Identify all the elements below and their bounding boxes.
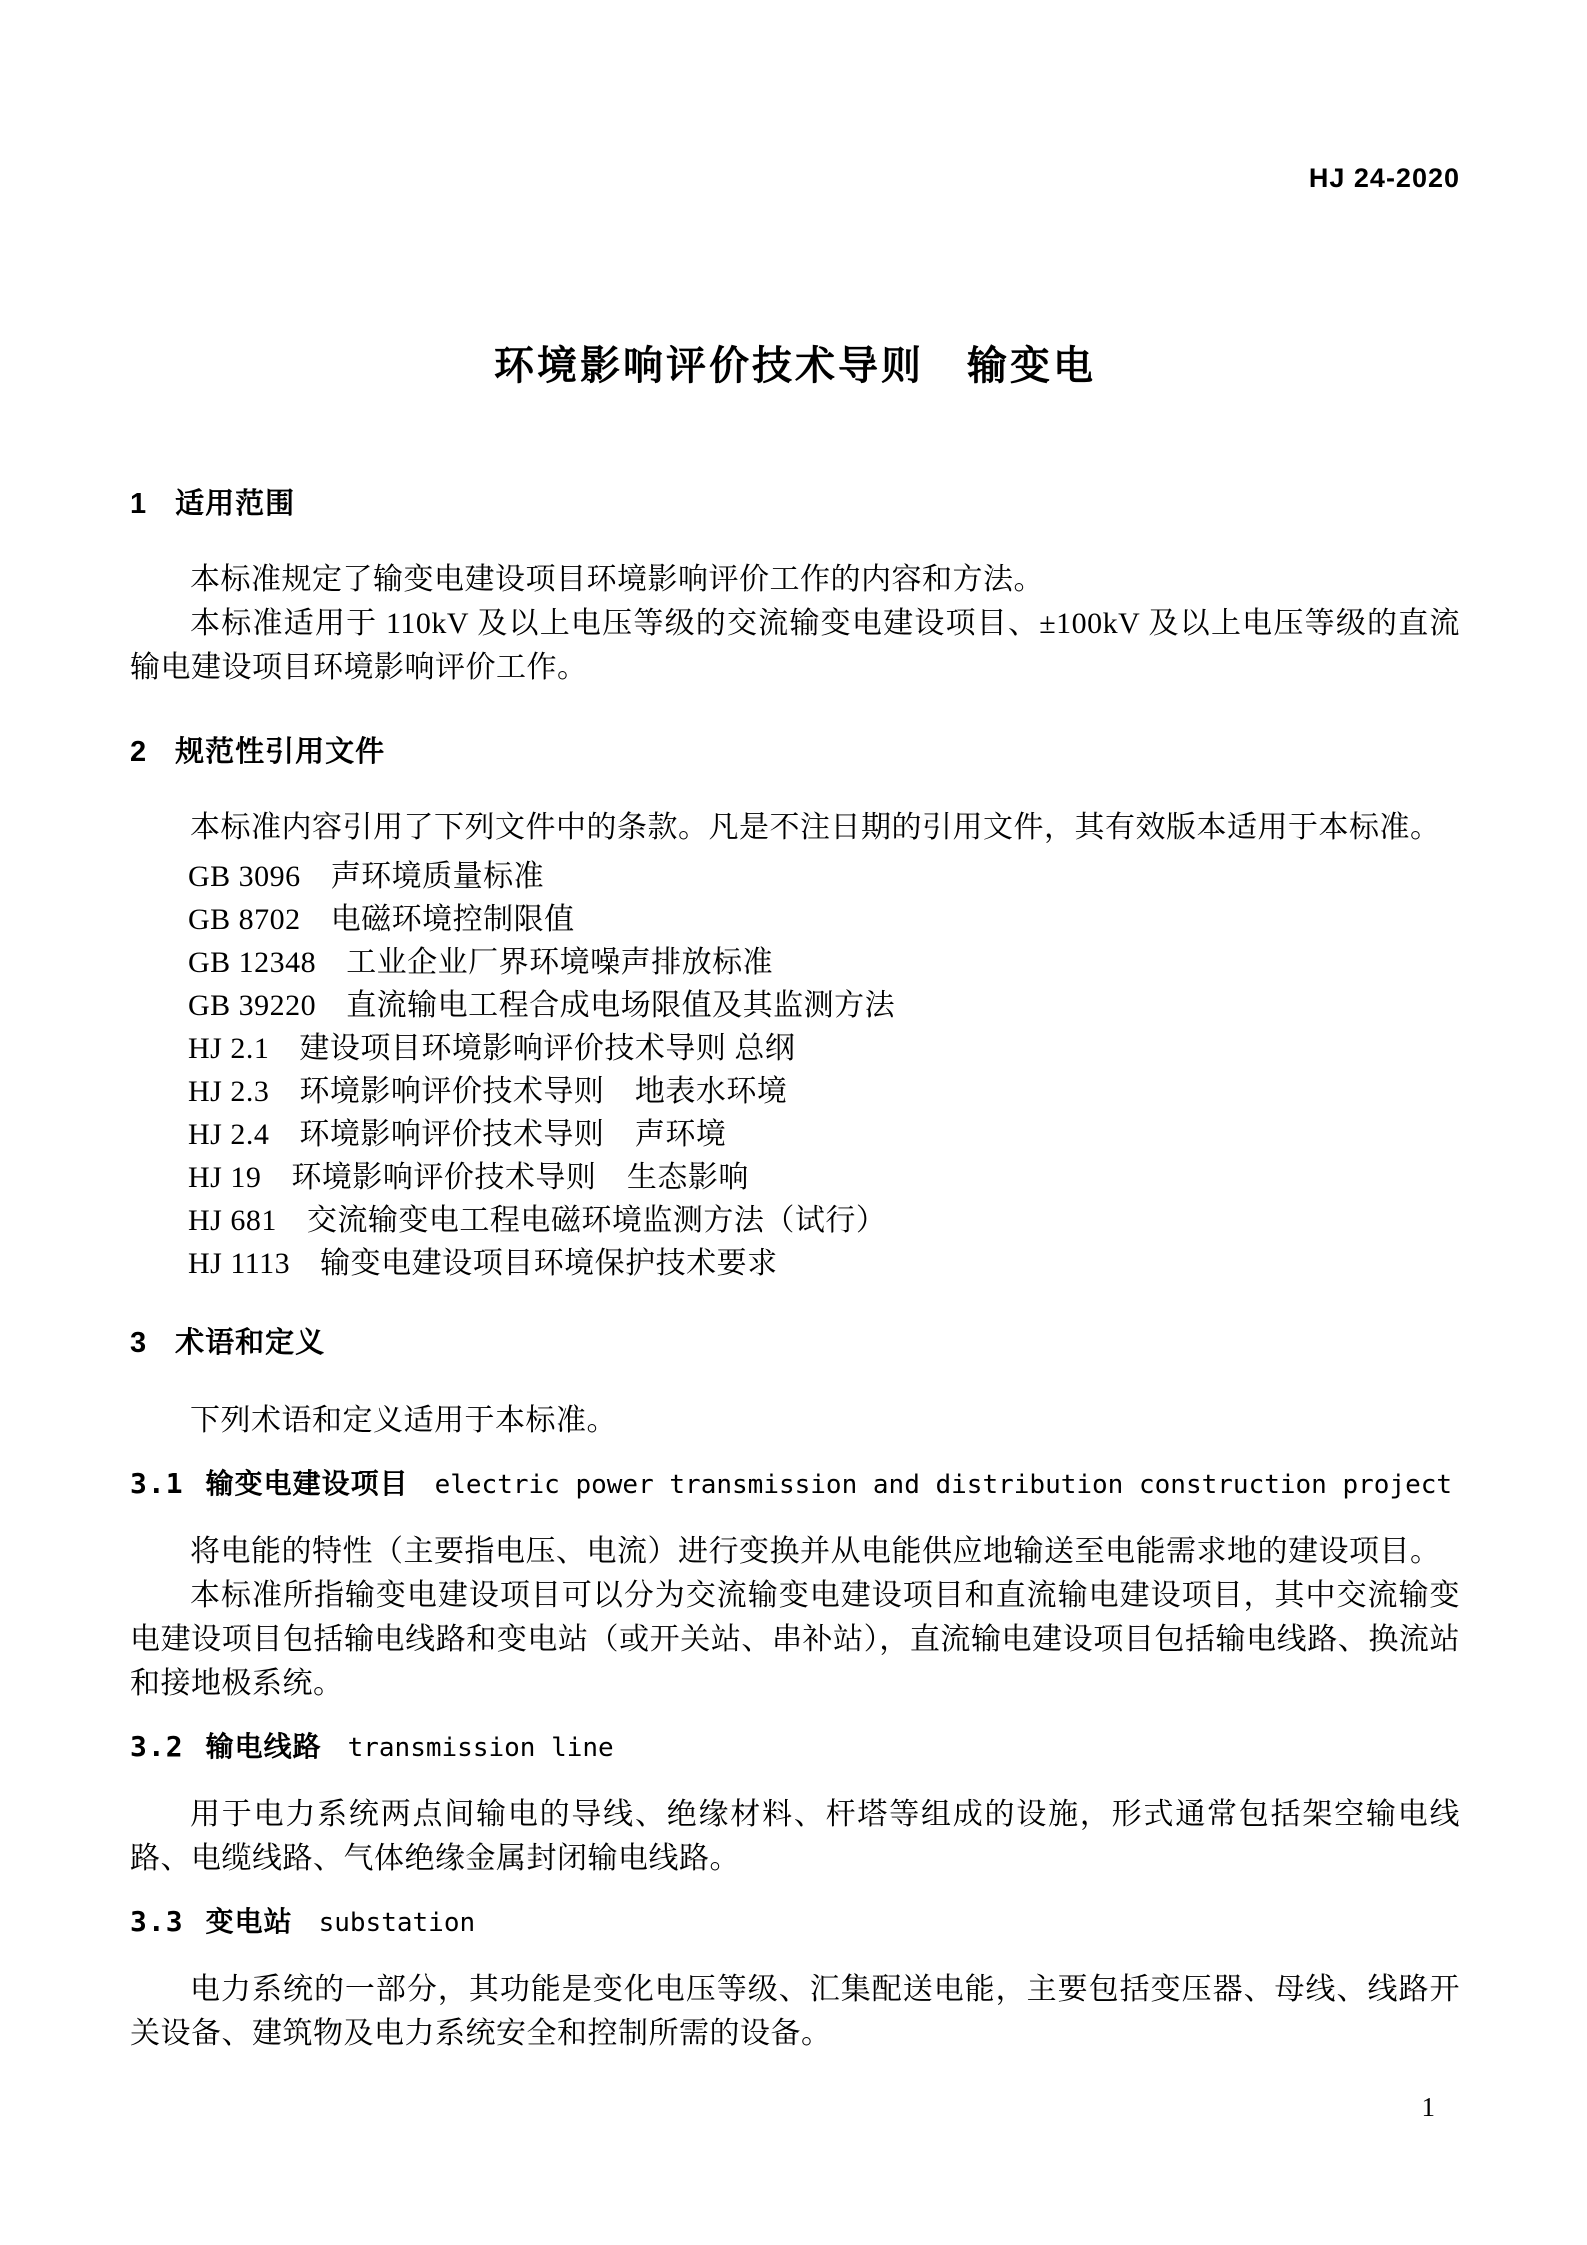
section-3-intro: 下列术语和定义适用于本标准。 [190, 1404, 617, 1437]
term-3-3-definition: 电力系统的一部分，其功能是变化电压等级、汇集配送电能，主要包括变压器、母线、线路开关设备、建筑物及电力系统安全和控制所需的设备。 [130, 1973, 1460, 2050]
term-chinese: 输变电建设项目 [205, 1468, 409, 1499]
term-3-2-heading [130, 1728, 1460, 1767]
section-2-intro: 本标准内容引用了下列文件中的条款。凡是不注日期的引用文件，其有效版本适用于本标准。 [190, 811, 1441, 844]
reference-code: GB 8702 [188, 903, 301, 936]
reference-item [130, 855, 1460, 898]
reference-title: 环境影响评价技术导则 声环境 [299, 1118, 727, 1151]
term-3-1-definition: 将电能的特性（主要指电压、电流）进行变换并从电能供应地输送至电能需求地的建设项目。 [190, 1535, 1441, 1568]
page-number: 1 [1421, 2092, 1435, 2122]
term-3-3-heading [130, 1903, 1460, 1942]
term-number: 3.3 [130, 1905, 184, 1938]
term-chinese: 输电线路 [205, 1731, 322, 1762]
reference-code: GB 3096 [188, 860, 301, 893]
section-2-number: 2 [130, 736, 148, 768]
section-1-heading [130, 486, 1460, 522]
reference-title: 直流输电工程合成电场限值及其监测方法 [346, 989, 896, 1022]
reference-item [130, 1070, 1460, 1113]
term-english: transmission line [347, 1733, 614, 1763]
reference-list [130, 855, 1460, 1285]
term-3-1-definition: 本标准所指输变电建设项目可以分为交流输变电建设项目和直流输电建设项目，其中交流输变电建设项目包括输电线路和变电站（或开关站、串补站），直流输电建设项目包括输电线路、换流站和接地极系统。 [130, 1579, 1460, 1700]
reference-title: 建设项目环境影响评价技术导则 总纲 [299, 1032, 796, 1065]
section-3-title: 术语和定义 [175, 1327, 326, 1359]
reference-title: 环境影响评价技术导则 生态影响 [291, 1161, 749, 1194]
section-3-number: 3 [130, 1327, 148, 1359]
term-number: 3.2 [130, 1730, 184, 1763]
term-number: 3.1 [130, 1467, 184, 1500]
term-3-2-definition: 用于电力系统两点间输电的导线、绝缘材料、杆塔等组成的设施，形式通常包括架空输电线路、电缆线路、气体绝缘金属封闭输电线路。 [130, 1798, 1460, 1875]
section-1-number: 1 [130, 488, 148, 520]
section-2-heading [130, 734, 1460, 770]
section-1-paragraph: 本标准规定了输变电建设项目环境影响评价工作的内容和方法。 [190, 563, 1044, 596]
section-1-paragraph: 本标准适用于 110kV 及以上电压等级的交流输变电建设项目、±100kV 及以上电压等级的直流输电建设项目环境影响评价工作。 [130, 607, 1460, 684]
section-1-title: 适用范围 [175, 488, 296, 520]
document-title: 环境影响评价技术导则 输变电 [494, 344, 1096, 388]
term-chinese: 变电站 [205, 1906, 293, 1937]
section-2-title: 规范性引用文件 [175, 736, 386, 768]
reference-code: GB 39220 [188, 989, 317, 1022]
term-english: electric power transmission and distribution construction project [434, 1470, 1453, 1500]
reference-item [130, 1199, 1460, 1242]
standard-code: HJ 24-2020 [1308, 163, 1460, 193]
reference-title: 工业企业厂界环境噪声排放标准 [346, 946, 774, 979]
reference-code: HJ 2.1 [188, 1032, 270, 1065]
reference-title: 环境影响评价技术导则 地表水环境 [299, 1075, 788, 1108]
reference-item [130, 941, 1460, 984]
reference-code: GB 12348 [188, 946, 317, 979]
reference-item [130, 1242, 1460, 1285]
reference-item [130, 984, 1460, 1027]
reference-code: HJ 2.4 [188, 1118, 270, 1151]
reference-title: 声环境质量标准 [330, 860, 545, 893]
reference-item [130, 898, 1460, 941]
term-3-1-heading [130, 1465, 1460, 1504]
reference-title: 交流输变电工程电磁环境监测方法（试行） [306, 1204, 887, 1237]
reference-code: HJ 19 [188, 1161, 262, 1194]
section-3-heading [130, 1325, 1460, 1361]
term-english: substation [318, 1908, 476, 1938]
reference-code: HJ 1113 [188, 1247, 291, 1280]
reference-title: 输变电建设项目环境保护技术要求 [320, 1247, 778, 1280]
reference-code: HJ 681 [188, 1204, 277, 1237]
reference-title: 电磁环境控制限值 [330, 903, 575, 936]
reference-item [130, 1113, 1460, 1156]
reference-item [130, 1156, 1460, 1199]
reference-code: HJ 2.3 [188, 1075, 270, 1108]
reference-item [130, 1027, 1460, 1070]
